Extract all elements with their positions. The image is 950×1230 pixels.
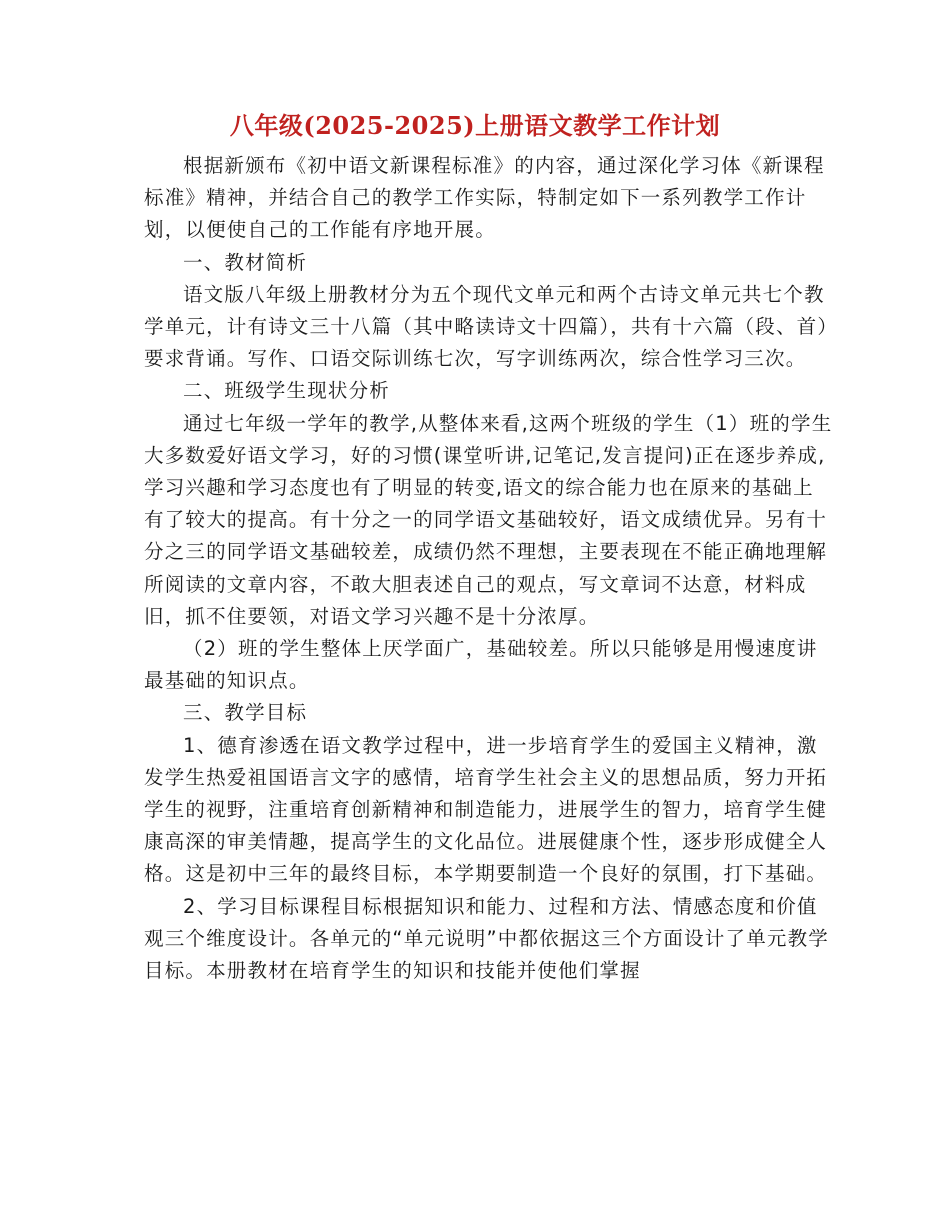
document-body — [144, 150, 834, 987]
paragraph-students-class2: （2）班的学生整体上厌学面广，基础较差。所以只能够是用慢速度讲最基础的知识点。 — [144, 637, 818, 693]
document-title: 八年级(2025-2025)上册语文教学工作计划 — [229, 111, 721, 140]
paragraph-textbook: 语文版八年级上册教材分为五个现代文单元和两个古诗文单元共七个教学单元，计有诗文三十八篇（其中略读诗文十四篇），共有十六篇（段、首）要求背诵。写作、口语交际训练七次，写字训练两次，综合性学习三次。 — [144, 282, 829, 371]
paragraph-intro: 根据新颁布《初中语文新课程标准》的内容，通过深化学习体《新课程标准》精神，并结合自己的教学工作实际，特制定如下一系列教学工作计划，以便使自己的工作能有序地开展。 — [144, 154, 825, 242]
paragraph-students-class1: 通过七年级一学年的教学,从整体来看,这两个班级的学生（1）班的学生大多数爱好语文学习，好的习惯(课堂听讲,记笔记,发言提问)正在逐步养成,学习兴趣和学习态度也有了明显的转变,语文的综合能力也在原来的基础上有了较大的提高。有十分之一的同学语文基础较好，语文成绩优异。另有十分之三的同学语文基础较差，成绩仍然不理想，主要表现在不能正确地理解所阅读的文章内容，不敢大胆表述自己的观点，写文章词不达意，材料成旧，抓不住要领，对语文学习兴趣不是十分浓厚。 — [144, 411, 833, 628]
section-heading-textbook: 一、教材简析 — [183, 250, 308, 274]
section-heading-goals: 三、教学目标 — [183, 701, 308, 725]
paragraph-goal-moral: 1、德育渗透在语文教学过程中，进一步培育学生的爱国主义精神，激发学生热爱祖国语言文字的感情，培育学生社会主义的思想品质，努力开拓学生的视野，注重培育创新精神和制造能力，进展学生的智力，培育学生健康高深的审美情趣，提高学生的文化品位。进展健康个性，逐步形成健全人格。这是初中三年的最终目标，本学期要制造一个良好的氛围，打下基础。 — [144, 733, 828, 886]
section-heading-students: 二、班级学生现状分析 — [183, 379, 391, 403]
paragraph-goal-learning: 2、学习目标课程目标根据知识和能力、过程和方法、情感态度和价值观三个维度设计。各单元的“单元说明”中都依据这三个方面设计了单元教学目标。本册教材在培育学生的知识和技能并使他们掌握 — [144, 894, 830, 983]
